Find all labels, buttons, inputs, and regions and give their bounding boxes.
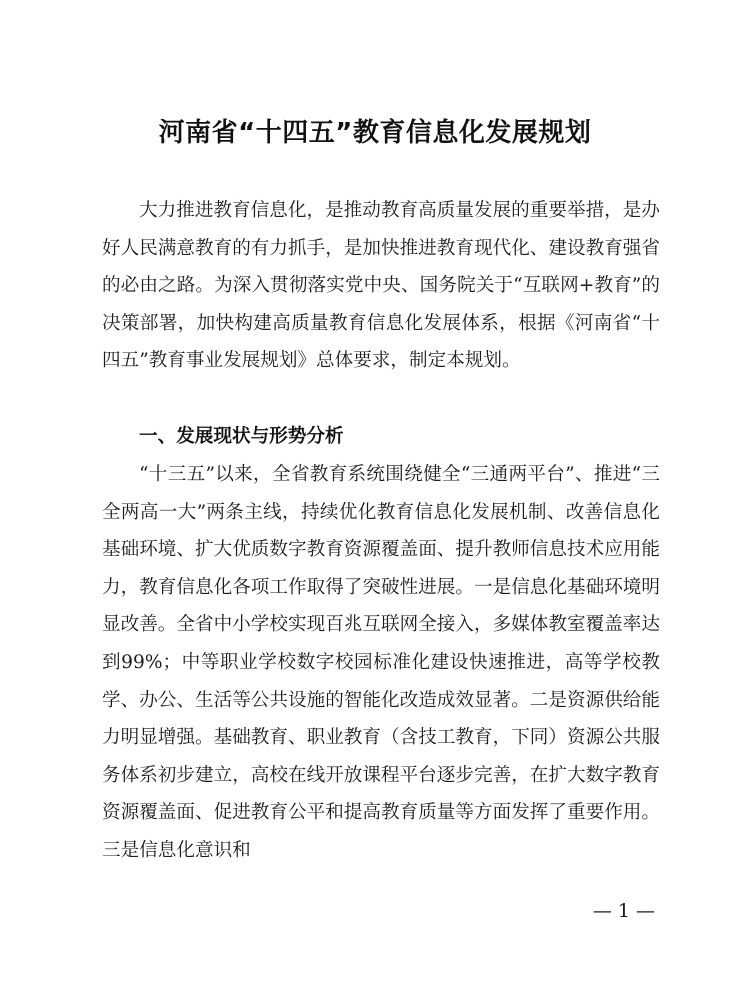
intro-paragraph: 大力推进教育信息化，是推动教育高质量发展的重要举措，是办好人民满意教育的有力抓手，是加快推进教育现代化、建设教育强省的必由之路。为深入贯彻落实党中央、国务院关于“互联网+教育”的决策部署，加快构建高质量教育信息化发展体系，根据《河南省“十四五”教育事业发展规划》总体要求，制定本规划。 xyxy=(102,200,660,372)
section-heading: 一、发展现状与形势分析 xyxy=(139,426,344,447)
section-body-paragraph: “十三五”以来，全省教育系统围绕健全“三通两平台”、推进“三全两高一大”两条主线，持续优化教育信息化发展机制、改善信息化基础环境、扩大优质数字教育资源覆盖面、提升教师信息技术应用能力，教育信息化各项工作取得了突破性进展。一是信息化基础环境明显改善。全省中小学校实现百兆互联网全接入，多媒体教室覆盖率达到99%；中等职业学校数字校园标准化建设快速推进，高等学校教学、办公、生活等公共设施的智能化改造成效显著。二是资源供给能力明显增强。基础教育、职业教育（含技工教育，下同）资源公共服务体系初步建立，高校在线开放课程平台逐步完善，在扩大数字教育资源覆盖面、促进教育公平和提高教育质量等方面发挥了重要作用。三是信息化意识和 xyxy=(102,464,660,861)
document-title: 河南省“十四五”教育信息化发展规划 xyxy=(158,118,592,148)
page-number: — 1 — xyxy=(592,900,655,922)
